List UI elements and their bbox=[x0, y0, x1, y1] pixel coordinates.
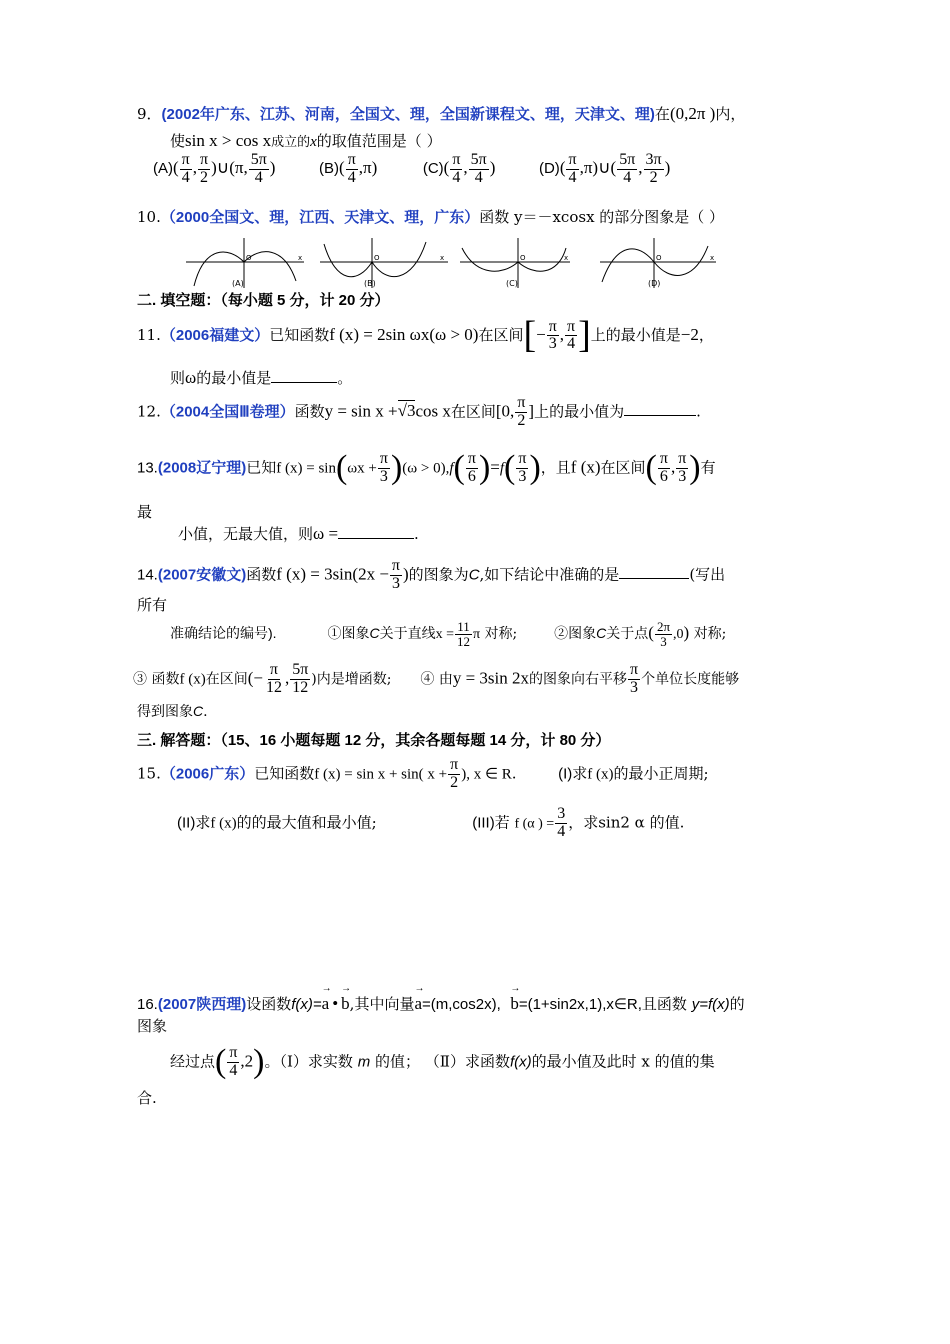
q9-option-a: (A)( $\frac{\pi}{4}$ , $\frac{\pi}{2}$ )∪(π, $\frac{5\pi}{4}$ ) bbox=[153, 151, 276, 186]
vector-a-2: → a bbox=[414, 983, 425, 1013]
section-3-title: 三. 解答题：（15、16 小题每题 12 分，其余各题每题 14 分，计 80 分） bbox=[137, 732, 611, 749]
q10-graphs bbox=[186, 236, 726, 290]
sqrt-3: √3 bbox=[397, 401, 416, 421]
graph-c-origin: O bbox=[520, 254, 526, 262]
q14-line2: 所有 bbox=[137, 596, 168, 614]
q16-line3: 经过点( $\frac{\pi}{4}$ ,2)。（Ⅰ）求实数 m 的值； （Ⅱ）求函数f(x)的最小值及此时 x 的值的集 bbox=[170, 1043, 715, 1080]
q9-option-b: (B)( $\frac{\pi}{4}$ ,π) bbox=[319, 151, 378, 186]
q16-line2: 图象 bbox=[137, 1017, 168, 1035]
q16-line4: 合. bbox=[137, 1089, 157, 1107]
q13-line1: 13.(2008辽宁理)已知f (x) = sin(ωx + $\frac{\pi}{3}$ )(ω > 0),f( $\frac{\pi}{6}$ )=f( $\frac{\pi}{3}$ )，且f (x)在区间( $\frac{\pi}{6}$ , $\frac{\pi}{3}$ )有 bbox=[137, 449, 716, 486]
vector-a: → a bbox=[321, 983, 332, 1013]
q11-line1: 11.（2006福建文）已知函数f (x) = 2sin ωx(ω > 0)在区间[− $\frac{\pi}{3}$ , $\frac{\pi}{4}$ ]上的最小值是−2， bbox=[137, 314, 714, 356]
q14-answer-blank[interactable] bbox=[619, 578, 689, 579]
graph-a-label: (A) bbox=[232, 279, 244, 288]
q14-line4: ③ 函数f (x)在区间(− $\frac{\pi}{12}$ , $\frac{5\pi}{12}$ )内是增函数; ④ 由y = 3sin 2x的图象向右平移 $\frac{\pi}{3}$ 个单位长度能够 bbox=[133, 661, 740, 696]
q14-line1: 14.(2007安徽文)函数f (x) = 3sin(2x − $\frac{\pi}{3}$ )的图象为C,如下结论中准确的是 (写出 bbox=[137, 557, 726, 592]
q15-line1: 15.（2006广东）已知函数f (x) = sin x + sin( x + $\frac{\pi}{2}$ ), x ∈ R. (I)求f (x)的最小正周期; bbox=[137, 756, 709, 791]
q16-line1: 16.(2007陕西理)设函数f(x)= → a • → b,其中向量 → a=(m,cos2x), → b=(1+sin2x,1),x∈R,且函数 y=f(x)的 bbox=[137, 983, 745, 1013]
q11-answer-blank[interactable] bbox=[271, 382, 337, 383]
graph-c-label: (C) bbox=[506, 279, 518, 288]
vector-b: → b bbox=[341, 983, 352, 1013]
graph-a-xaxis: x bbox=[298, 254, 303, 262]
q9-line1: 9．(2002年广东、江苏、河南，全国文、理，全国新课程文、理，天津文、理)在(0,2π )内， bbox=[137, 104, 746, 123]
graph-a bbox=[186, 238, 304, 288]
q9-option-d: (D)( $\frac{\pi}{4}$ ,π)∪( $\frac{5\pi}{4}$ , $\frac{3\pi}{2}$ ) bbox=[538, 151, 671, 186]
graph-d-xaxis: x bbox=[710, 254, 715, 262]
q9-option-c: (C)( $\frac{\pi}{4}$ , $\frac{5\pi}{4}$ ) bbox=[422, 151, 496, 186]
q13-line2: 最 bbox=[137, 503, 153, 521]
q14-line5: 得到图象C. bbox=[137, 703, 208, 720]
q11-line2: 则ω的最小值是 。 bbox=[170, 368, 353, 387]
graph-b bbox=[320, 238, 448, 288]
graph-d-origin: O bbox=[656, 254, 662, 262]
q15-line2: (II)求f (x)的的最大值和最小值; (III)若 f (α ) = $\frac{3}{4}$ ，求sin2 α 的值. bbox=[177, 805, 685, 840]
graph-b-origin: O bbox=[374, 254, 380, 262]
q13-answer-blank[interactable] bbox=[338, 538, 414, 539]
section-2-title: 二. 填空题：（每小题 5 分，计 20 分） bbox=[137, 292, 390, 309]
graph-b-xaxis: x bbox=[440, 254, 445, 262]
q10-line1: 10.（2000全国文、理，江西、天津文、理，广东）函数 y＝－xcosx 的部分图象是（ ） bbox=[137, 208, 725, 226]
graph-a-origin: O bbox=[246, 254, 252, 262]
q9-line2: 使sin x > cos x成立的x的取值范围是（ ） bbox=[170, 131, 442, 150]
q9-options bbox=[153, 152, 670, 187]
graph-b-label: (B) bbox=[364, 279, 376, 288]
graph-c-xaxis: x bbox=[564, 254, 569, 262]
q14-line3: 准确结论的编号). ①图象C关于直线x = $\frac{11}{12}$ π 对称; ②图象C关于点( $\frac{2\pi}{3}$ ,0) 对称; bbox=[170, 619, 727, 649]
graph-d-label: (D) bbox=[648, 279, 661, 288]
q12-answer-blank[interactable] bbox=[624, 415, 696, 416]
q13-line3: 小值，无最大值，则ω = . bbox=[178, 524, 419, 543]
q12-line1: 12.（2004全国Ⅲ卷理）函数y = sin x +√3cos x在区间[0, $\frac{\pi}{2}$ ]上的最小值为 . bbox=[137, 394, 701, 429]
q9-source: (2002年广东、江苏、河南，全国文、理，全国新课程文、理，天津文、理) bbox=[161, 106, 655, 123]
vector-b-2: → b bbox=[510, 983, 521, 1013]
